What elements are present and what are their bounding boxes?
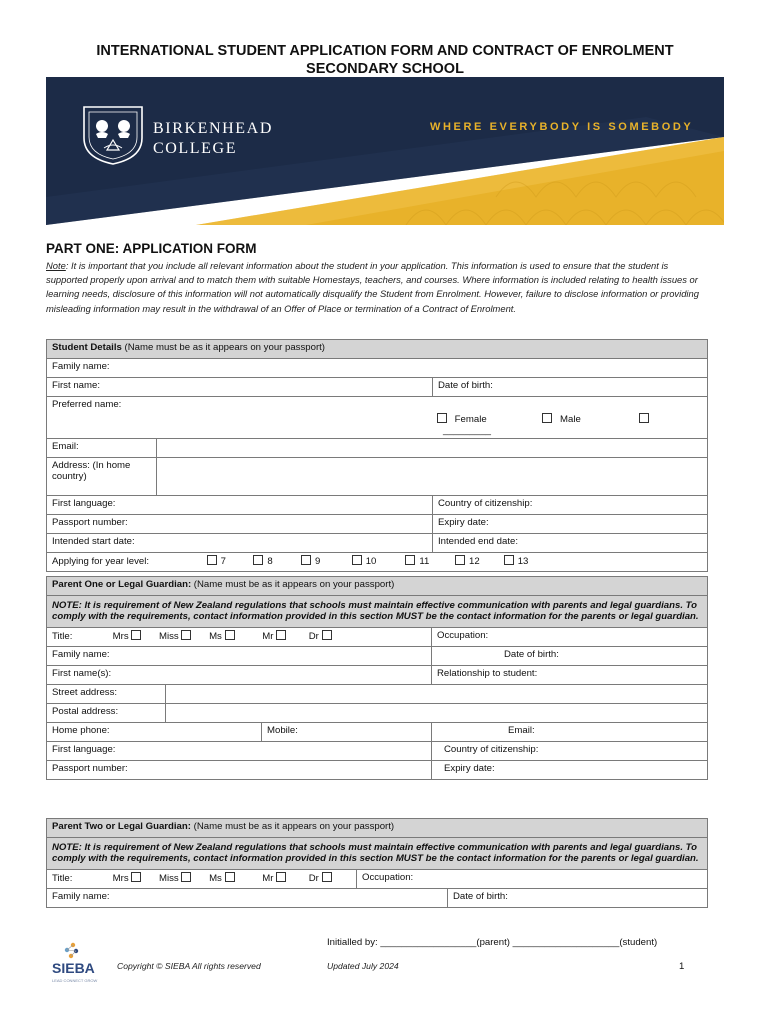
year-12-label: 12 (469, 556, 480, 567)
year-7-checkbox[interactable] (207, 555, 217, 565)
year-12-checkbox[interactable] (455, 555, 465, 565)
p2-title-dr-label: Dr (308, 873, 319, 884)
p2-title-mr-label: Mr (262, 873, 274, 884)
parent-two-header-bold: Parent Two or Legal Guardian: (52, 821, 191, 832)
parent-two-family-name-field[interactable]: Family name: (47, 889, 448, 908)
title-mrs-label: Mrs (112, 631, 129, 642)
p2-title-dr-checkbox[interactable] (322, 872, 332, 882)
male-checkbox[interactable] (542, 413, 552, 423)
female-label: Female (454, 414, 487, 425)
sieba-logo (50, 942, 110, 984)
note-label: Note (46, 260, 66, 271)
title-mr-label: Mr (262, 631, 274, 642)
title-ms-checkbox[interactable] (225, 630, 235, 640)
parent-two-note: NOTE: It is requirement of New Zealand regulations that schools must maintain effective communication with parents and legal guardians. To comply with the requirements, contact information provided in this section MUST be the contact information for the parents or legal guardian. (47, 838, 708, 870)
title-mrs-checkbox[interactable] (131, 630, 141, 640)
p2-title-miss-label: Miss (159, 873, 179, 884)
gender-options (52, 413, 702, 436)
year-9-label: 9 (315, 556, 321, 567)
college-name (153, 119, 273, 159)
student-family-name-field[interactable]: Family name: (47, 359, 708, 378)
year-7-label: 7 (220, 556, 227, 567)
parent-one-street-input[interactable] (166, 685, 708, 704)
part-one-title: PART ONE: APPLICATION FORM (46, 241, 257, 256)
student-details-table (46, 339, 708, 572)
parent-one-dob-field[interactable]: Date of birth: (432, 647, 708, 666)
parent-one-postal-input[interactable] (166, 704, 708, 723)
student-email-input[interactable] (157, 439, 708, 458)
student-first-name-field[interactable]: First name: (47, 378, 433, 397)
student-first-language-field[interactable]: First language: (47, 496, 433, 515)
year-level-row (47, 553, 708, 572)
parent-two-title-label: Title: (52, 873, 73, 884)
parent-two-header-rest: (Name must be as it appears on your passport) (190, 821, 395, 832)
parent-one-expiry-field[interactable]: Expiry date: (432, 761, 708, 780)
title-miss-checkbox[interactable] (181, 630, 191, 640)
copyright-text: Copyright © SIEBA All rights reserved (117, 961, 261, 971)
parent-one-family-name-field[interactable]: Family name: (47, 647, 432, 666)
female-checkbox[interactable] (437, 413, 447, 423)
parent-one-header-rest: (Name must be as it appears on your passport) (191, 579, 395, 590)
parent-one-first-language-field[interactable]: First language: (47, 742, 432, 761)
parent-one-title-label: Title: (52, 631, 73, 642)
note-text: : It is important that you include all relevant information about the student in your application. This information is used to ensure that the student is supported properly upon arrival and to match them with suitable Homestays, teachers, and courses. Where information is included relating to health issues or learning needs, disclosure of this information will not automatically disqualify the Student from Enrolment. However, failure to disclose information or providing misleading information may result in the withdrawal of an Offer of Place or termination of a Contract of Enrolment. (46, 260, 699, 314)
year-9-checkbox[interactable] (301, 555, 311, 565)
p2-title-ms-checkbox[interactable] (225, 872, 235, 882)
p2-title-mr-checkbox[interactable] (276, 872, 286, 882)
updated-date: Updated July 2024 (327, 961, 399, 971)
sieba-logo-text: SIEBA (52, 960, 95, 976)
form-title-line1: INTERNATIONAL STUDENT APPLICATION FORM AND CONTRACT OF ENROLMENT (96, 43, 674, 59)
parent-one-postal-label: Postal address: (47, 704, 166, 723)
year-10-checkbox[interactable] (352, 555, 362, 565)
college-motto: WHERE EVERYBODY IS SOMEBODY (430, 121, 694, 133)
other-gender-blank: _________ (443, 425, 492, 436)
student-email-label: Email: (47, 439, 157, 458)
p2-title-mrs-label: Mrs (112, 873, 129, 884)
parent-two-table (46, 818, 708, 908)
year-11-checkbox[interactable] (405, 555, 415, 565)
parent-one-header-bold: Parent One or Legal Guardian: (52, 579, 192, 590)
initialled-by-line: Initialled by: __________________(parent) ____________________(student) (327, 937, 658, 948)
year-level-label: Applying for year level: (52, 556, 150, 567)
parent-one-email-field[interactable]: Email: (432, 723, 708, 742)
parent-one-note: NOTE: It is requirement of New Zealand regulations that schools must maintain effective communication with parents and legal guardians. To comply with the requirements, contact information provided in this section MUST be the contact information for the parents or legal guardian. (47, 596, 708, 628)
student-address-input[interactable] (157, 458, 708, 496)
student-passport-field[interactable]: Passport number: (47, 515, 433, 534)
parent-one-mobile-field[interactable]: Mobile: (262, 723, 432, 742)
form-title (60, 42, 710, 78)
year-13-label: 13 (517, 556, 529, 567)
part-one-note (46, 259, 712, 316)
page-number: 1 (679, 961, 685, 972)
title-ms-label: Ms (209, 631, 222, 642)
parent-one-occupation-field[interactable]: Occupation: (432, 628, 708, 647)
title-mr-checkbox[interactable] (276, 630, 286, 640)
student-start-date-field[interactable]: Intended start date: (47, 534, 433, 553)
parent-one-first-names-field[interactable]: First name(s): (47, 666, 432, 685)
parent-one-table (46, 576, 708, 780)
college-banner (46, 77, 724, 225)
year-8-label: 8 (267, 556, 273, 567)
student-details-header-rest: (Name must be as it appears on your passport) (121, 342, 326, 353)
sieba-logo-tagline: LEAD CONNECT GROW (52, 978, 98, 983)
title-miss-label: Miss (159, 631, 179, 642)
year-11-label: 11 (419, 556, 430, 567)
student-dob-field[interactable]: Date of birth: (433, 378, 708, 397)
parent-one-header (47, 577, 708, 596)
shield-crest-icon (80, 104, 146, 166)
parent-two-header (47, 819, 708, 838)
student-end-date-field[interactable]: Intended end date: (433, 534, 708, 553)
year-10-label: 10 (365, 556, 377, 567)
parent-two-occupation-field[interactable]: Occupation: (357, 870, 708, 889)
parent-two-title-row (47, 870, 357, 889)
parent-one-title-row (47, 628, 432, 647)
parent-one-citizenship-field[interactable]: Country of citizenship: (432, 742, 708, 761)
p2-title-miss-checkbox[interactable] (181, 872, 191, 882)
student-expiry-field[interactable]: Expiry date: (433, 515, 708, 534)
male-label: Male (560, 414, 581, 425)
p2-title-mrs-checkbox[interactable] (131, 872, 141, 882)
title-dr-checkbox[interactable] (322, 630, 332, 640)
title-dr-label: Dr (308, 631, 319, 642)
student-address-label: Address: (In home country) (47, 458, 157, 496)
other-gender-checkbox[interactable] (639, 413, 649, 423)
college-name-line2: COLLEGE (153, 140, 238, 157)
parent-one-home-phone-field[interactable]: Home phone: (47, 723, 262, 742)
year-8-checkbox[interactable] (253, 555, 263, 565)
year-13-checkbox[interactable] (504, 555, 514, 565)
parent-one-passport-field[interactable]: Passport number: (47, 761, 432, 780)
college-name-line1: BIRKENHEAD (153, 120, 273, 137)
parent-one-relationship-field[interactable]: Relationship to student: (432, 666, 708, 685)
p2-title-ms-label: Ms (209, 873, 222, 884)
form-title-line2: SECONDARY SCHOOL (306, 61, 464, 77)
student-details-header-bold: Student Details (52, 342, 122, 353)
preferred-name-label: Preferred name: (52, 399, 122, 410)
student-details-header (47, 340, 708, 359)
parent-one-street-label: Street address: (47, 685, 166, 704)
student-citizenship-field[interactable]: Country of citizenship: (433, 496, 708, 515)
student-preferred-name-field[interactable] (47, 397, 708, 439)
parent-two-dob-field[interactable]: Date of birth: (448, 889, 708, 908)
